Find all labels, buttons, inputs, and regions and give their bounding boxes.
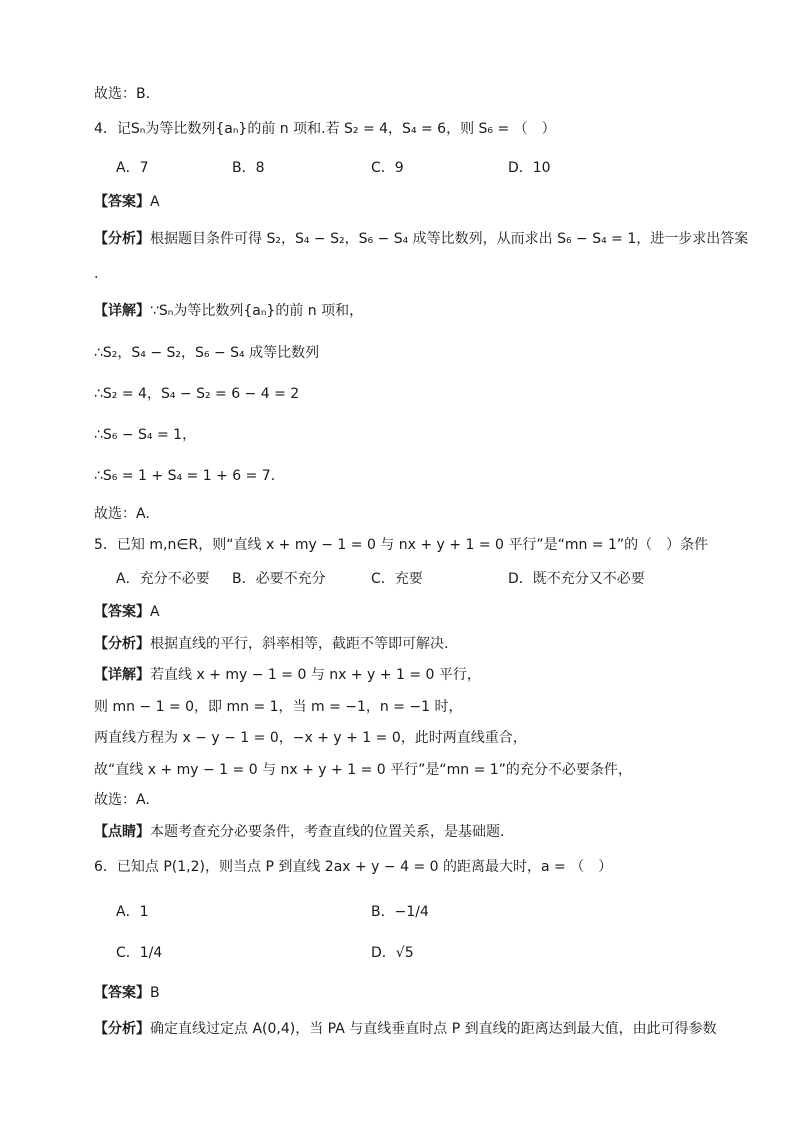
q5-option-a: A．充分不必要 xyxy=(116,571,210,587)
q4-option-b: B．8 xyxy=(232,160,265,176)
q4-detail-step-2: ∴S₂ = 4，S₄ − S₂ = 6 − 4 = 2 xyxy=(94,386,300,402)
q5-detail-step-2: 两直线方程为 x − y − 1 = 0，−x + y + 1 = 0，此时两直线重合， xyxy=(94,730,527,746)
q6-option-d: D．√5 xyxy=(371,945,414,961)
q5-detail-step-1: 则 mn − 1 = 0，即 mn = 1，当 m = −1，n = −1 时， xyxy=(94,699,463,715)
q5-option-d: D．既不充分又不必要 xyxy=(508,571,645,587)
q4-option-a: A．7 xyxy=(116,160,149,176)
q4-analysis: 【分析】根据题目条件可得 S₂，S₄ − S₂，S₆ − S₄ 成等比数列，从而求出 S₆ − S₄ = 1，进一步求出答案 xyxy=(94,231,749,247)
q6-option-a: A．1 xyxy=(116,904,149,920)
q5-comment: 【点睛】本题考查充分必要条件，考查直线的位置关系，是基础题. xyxy=(94,824,505,840)
q5-detail: 【详解】若直线 x + my − 1 = 0 与 nx + y + 1 = 0 平行， xyxy=(94,667,481,683)
q4-stem: 4．记Sₙ为等比数列{aₙ}的前 n 项和.若 S₂ = 4，S₄ = 6，则 S₆ = （ ） xyxy=(94,121,556,137)
q4-option-c: C．9 xyxy=(371,160,404,176)
q4-analysis-end: . xyxy=(94,266,99,282)
q3-conclusion: 故选：B. xyxy=(94,86,151,102)
q5-option-c: C．充要 xyxy=(371,571,423,587)
q4-detail-step-3: ∴S₆ − S₄ = 1， xyxy=(94,427,197,443)
q5-answer: 【答案】A xyxy=(94,604,160,620)
q6-stem: 6．已知点 P(1,2)，则当点 P 到直线 2ax + y − 4 = 0 的距离最大时，a = （ ） xyxy=(94,859,613,875)
q5-option-b: B．必要不充分 xyxy=(232,571,326,587)
q5-conclusion: 故选：A. xyxy=(94,792,150,808)
q6-option-b: B．−1/4 xyxy=(371,904,429,920)
q4-option-d: D．10 xyxy=(508,160,551,176)
q6-answer: 【答案】B xyxy=(94,985,160,1001)
q5-analysis: 【分析】根据直线的平行，斜率相等，截距不等即可解决. xyxy=(94,636,449,652)
q4-detail-step-1: ∴S₂，S₄ − S₂，S₆ − S₄ 成等比数列 xyxy=(94,345,320,361)
q4-answer: 【答案】A xyxy=(94,194,160,210)
q6-option-c: C．1/4 xyxy=(116,945,163,961)
q5-stem: 5．已知 m,n∈R，则“直线 x + my − 1 = 0 与 nx + y + 1 = 0 平行”是“mn = 1”的（ ）条件 xyxy=(94,537,709,553)
q4-detail-step-4: ∴S₆ = 1 + S₄ = 1 + 6 = 7. xyxy=(94,468,276,484)
q4-conclusion: 故选：A. xyxy=(94,506,150,522)
q5-detail-step-3: 故“直线 x + my − 1 = 0 与 nx + y + 1 = 0 平行”是“mn = 1”的充分不必要条件， xyxy=(94,762,632,778)
q6-analysis: 【分析】确定直线过定点 A(0,4)，当 PA 与直线垂直时点 P 到直线的距离达到最大值，由此可得参数 xyxy=(94,1021,717,1037)
q4-detail: 【详解】∵Sₙ为等比数列{aₙ}的前 n 项和， xyxy=(94,303,364,319)
